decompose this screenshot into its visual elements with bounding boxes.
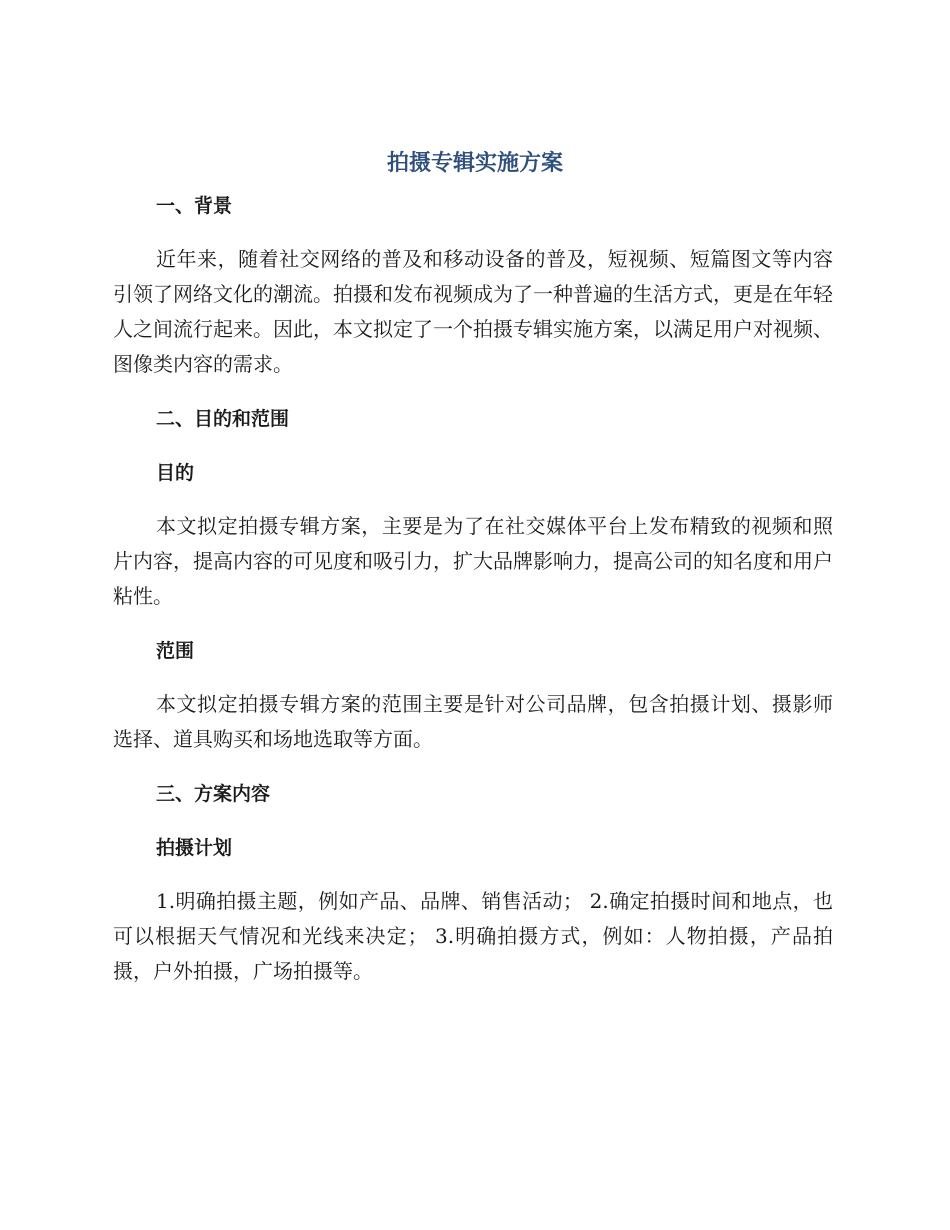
shooting-plan-paragraph: 1.明确拍摄主题，例如产品、品牌、销售活动； 2.确定拍摄时间和地点，也可以根据天气情况和光线来决定； 3.明确拍摄方式，例如：人物拍摄，产品拍摄，户外拍摄，广场拍摄等。 [113,889,833,983]
section-heading-purpose-scope: 二、目的和范围 [156,408,290,430]
sub-heading-purpose: 目的 [156,462,195,484]
document-title: 拍摄专辑实施方案 [386,151,563,176]
purpose-paragraph: 本文拟定拍摄专辑方案，主要是为了在社交媒体平台上发布精致的视频和照片内容，提高内容的可见度和吸引力，扩大品牌影响力，提高公司的知名度和用户粘性。 [113,514,833,608]
background-paragraph: 近年来，随着社交网络的普及和移动设备的普及，短视频、短篇图文等内容引领了网络文化的潮流。拍摄和发布视频成为了一种普遍的生活方式，更是在年轻人之间流行起来。因此，本文拟定了一个拍摄专辑实施方案，以满足用户对视频、图像类内容的需求。 [113,247,833,376]
sub-heading-shooting-plan: 拍摄计划 [156,837,233,859]
sub-heading-scope: 范围 [156,640,195,662]
scope-paragraph: 本文拟定拍摄专辑方案的范围主要是针对公司品牌，包含拍摄计划、摄影师选择、道具购买和场地选取等方面。 [113,692,833,751]
section-heading-plan-content: 三、方案内容 [156,783,271,805]
document-body [113,188,833,989]
section-heading-background: 一、背景 [156,195,233,217]
